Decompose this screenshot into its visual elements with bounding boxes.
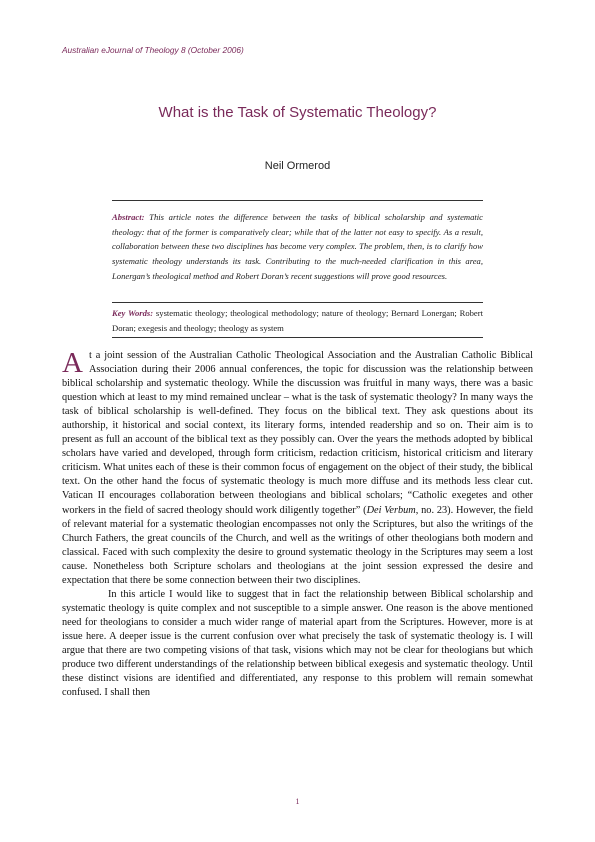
citation-dei-verbum: Dei Verbum bbox=[366, 504, 416, 516]
article-author: Neil Ormerod bbox=[264, 160, 331, 172]
page-number: 1 bbox=[295, 797, 300, 806]
keywords-label: Key Words: bbox=[112, 308, 154, 318]
abstract-text: This article notes the difference between the tasks of biblical scholarship and systematic theology: that of the former is comparatively clear; while that of the latter not easy to specify. As a result, collaboration between these two disciplines has become very complex. The problem, then, is to clarify how systematic theology understands its task. Contributing to the much-needed clarification in this area, Lonergan’s theological method and Robert Doran’s recent suggestions will prove good resources. bbox=[112, 212, 483, 281]
paragraph-1 bbox=[62, 349, 533, 588]
journal-header: Australian eJournal of Theology 8 (October 2006) bbox=[62, 45, 244, 55]
abstract-top-rule bbox=[112, 200, 483, 201]
article-body bbox=[62, 349, 533, 700]
paragraph-1-text-b: , no. 23). However, the field of relevant material for a systematic theologian encompasses not only the Scriptures, but also the writings of the Church Fathers, the great councils of the Church, and well as the writings of other theologians both modern and classical. Faced with such complexity the desire to ground systematic theology in the Scriptures may seem a lost cause. Nonetheless both Scripture scholars and theologians at the joint session expressed the desire and expectation that there be some connection between their two disciplines. bbox=[62, 504, 534, 586]
paragraph-2: In this article I would like to suggest that in fact the relationship between Biblical scholarship and systematic theology is quite complex and not susceptible to a simple answer. One reason is the above mentioned need for theologians to consider a much wider range of material apart from the Scriptures. However, more is at issue here. A deeper issue is the current confusion over what precisely the task of systematic theology is. I will argue that there are two competing visions of that task, visions which may not be clear for theologians but which produce two different understandings of the relationship between biblical exegesis and systematic theology. Until these distinct visions are identified and differentiated, any response to this problem will remain somewhat confused. I shall then bbox=[62, 588, 533, 699]
article-title: What is the Task of Systematic Theology? bbox=[158, 104, 437, 121]
keywords-bottom-rule bbox=[112, 337, 483, 338]
abstract-label: Abstract: bbox=[112, 212, 145, 222]
keywords-text: systematic theology; theological methodology; nature of theology; Bernard Lonergan; Robert Doran; exegesis and theology; theology as system bbox=[112, 308, 483, 333]
drop-cap: A bbox=[62, 347, 83, 379]
keywords-block bbox=[112, 306, 483, 335]
paragraph-1-text-a: t a joint session of the Australian Catholic Theological Association and the Australian Catholic Biblical Association during their 2006 annual conferences, the topic for discussion was the relationship between biblical scholarship and systematic theology. While the discussion was fruitful in many ways, there was a basic question which at least to my mind remained unclear – what is the task of systematic theology? In many ways the task of biblical scholarship is well-defined. They focus on the biblical text. They ask questions about its authorship, it historical and social context, its literary forms, intended readership and so on. Their aim is to present as full an account of the biblical text as they possibly can. Over the years the methods adopted by biblical scholars have varied and developed, through form criticism, redaction criticism, historical criticism and literary criticism. What unites each of these is their common focus of engagement on the object of their study, the biblical text. On the other hand the focus of systematic theology is much more diffuse and its methods less clear cut. Vatican II encourages collaboration between theologians and biblical scholars; “Catholic exegetes and other workers in the field of sacred theology should work diligently together” ( bbox=[62, 350, 533, 516]
abstract-block bbox=[112, 210, 483, 283]
abstract-bottom-rule bbox=[112, 302, 483, 303]
